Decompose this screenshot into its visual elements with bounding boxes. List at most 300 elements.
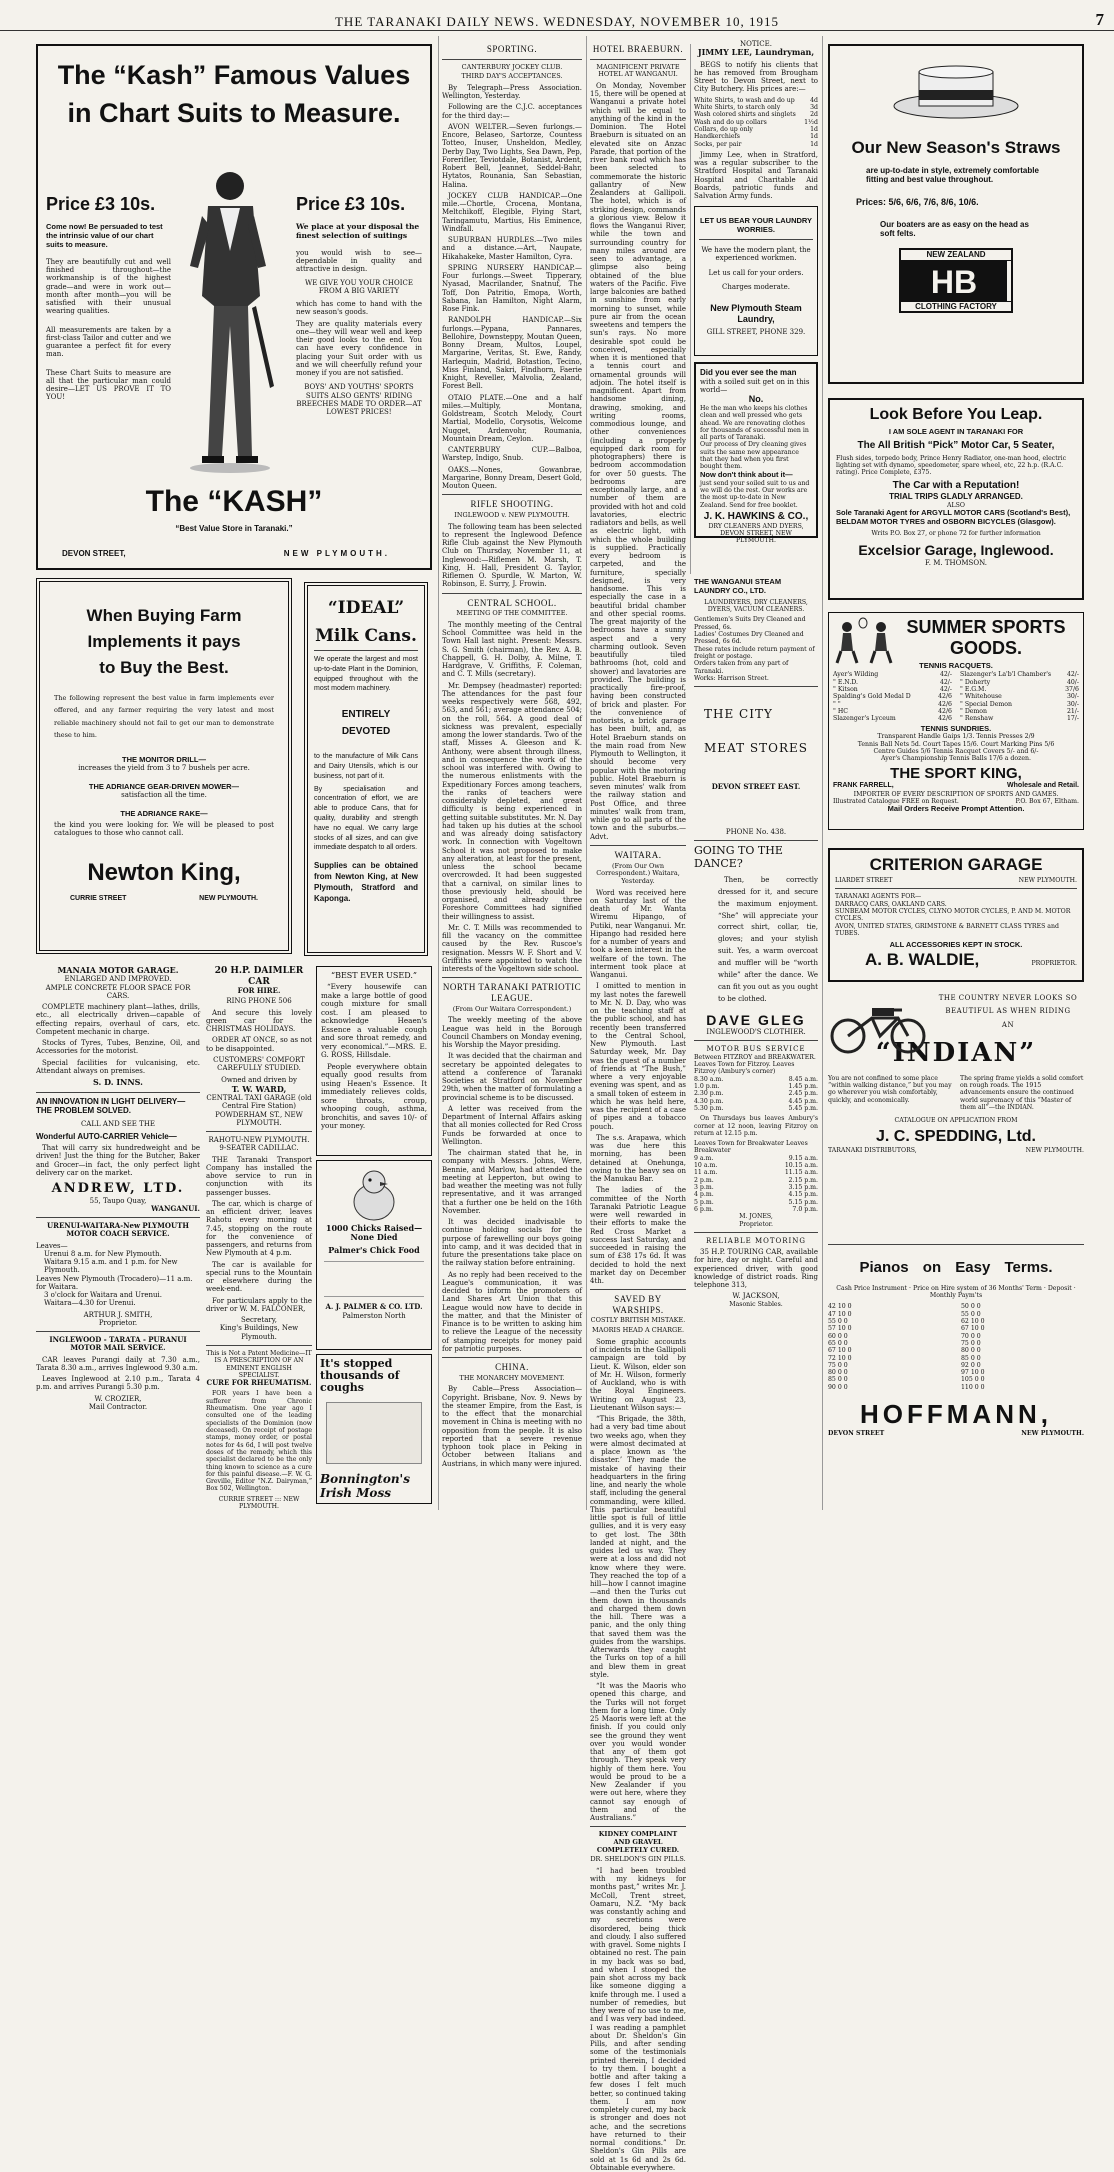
kash-left-p2: All measurements are taken by a first-class Tailor and cutter and we guarantee a perfect fit for every man. (46, 325, 171, 359)
racquet-row (960, 671, 1079, 678)
palmer-h1: 1000 Chicks Raised—None Died (325, 1223, 423, 1243)
sporting-column (442, 40, 582, 1510)
urenui-h1: URENUI-WAITARA-New PLYMOUTH MOTOR COACH SERVICE. (47, 1221, 189, 1239)
palmer-name: A. J. PALMER & CO. LTD. (325, 1302, 423, 1312)
newton-intro: The following represent the best value in farm implements ever offered, and any farmer requiring the very latest and most reliable machinery should not fail to get our man to demonstrate these to him. (54, 694, 274, 740)
motor-bus-h1: MOTOR BUS SERVICE (706, 1045, 806, 1054)
kash-headline: The “Kash” Famous Values (57, 60, 411, 90)
sporting-sub: CANTERBURY JOCKEY CLUB. (461, 62, 563, 71)
hawkins-sub: DRY CLEANERS AND DYERS, DEVON STREET, NEW PLYMOUTH. (708, 522, 804, 545)
bus-time-row-label: 5.30 p.m. (694, 1104, 724, 1112)
racquet-row-label: Spalding's Gold Medal D (833, 693, 911, 701)
kash-right-p4: They are quality materials every one—they will wear well and keep their good looks to the end. You can have every confidence in placing your Suit order with us and we will cheerfully refund your money if you are not satisfied. (296, 319, 422, 378)
criterion-a3: AVON, UNITED STATES, GRIMSTONE & BARNETT CLASS TYRES and TUBES. (835, 922, 1059, 937)
city-meat-h2: MEAT STORES (704, 741, 808, 756)
heans-h1: “BEST EVER USED.” (330, 971, 417, 980)
bus-time-row (694, 1206, 818, 1213)
newton-head-2: Implements it pays (87, 632, 241, 652)
laundry-price-row-label: Wash and do up collars (694, 118, 767, 126)
heans-p1: “Every housewife can make a large bottle of good cough mixture for small cost. I am pleased to acknowledge Heaen's Essence a valuable cough and sore throat remedy, and very economical.”—MRS. E. G. ROSS, Hillsdale. (321, 982, 427, 1060)
waitara-sub: (From Our Own Correspondent.) Waitara, Yesterday. (596, 861, 680, 885)
bus-time-row (694, 1076, 818, 1083)
glegg-name: DAVE GLEG (706, 1011, 806, 1028)
reliable-h1: RELIABLE MOTORING (705, 1236, 807, 1245)
daimler-p1: And secure this lovely green car for the CHRISTMAS HOLIDAYS. (206, 1008, 312, 1034)
daimler-name: T. W. WARD, (231, 1083, 287, 1094)
rheum-h1: This is Not a Patent Medicine—IT IS A PRESCRIPTION OF AN EMINENT ENGLISH SPECIALIST. (206, 1349, 312, 1379)
laundry-price-row (694, 133, 818, 140)
piano-price-row: 67 10 0 (961, 1325, 985, 1333)
sport-king-h4: TENNIS SUNDRIES. (920, 723, 992, 733)
laundry-price-row-value: 3d (810, 104, 818, 111)
newton-item-2: THE ADRIANCE GEAR-DRIVEN MOWER— (88, 781, 240, 791)
bus-time-row-value: 5.45 p.m. (788, 1104, 818, 1112)
palmer-ad (316, 1160, 432, 1350)
criterion-a2: SUNBEAM MOTOR CYCLES, CLYNO MOTOR CYCLES, P. AND M. MOTOR CYCLES. (835, 907, 1071, 923)
glegg-sub: INGLEWOOD'S CLOTHIER. (706, 1028, 806, 1037)
daimler-p4: Owned and driven by (221, 1076, 297, 1085)
notice-column (694, 40, 818, 575)
newton-item-1-desc: increases the yield from 3 to 7 bushels per acre. (78, 764, 250, 773)
bus-time-row (694, 1177, 818, 1184)
piano-price-row: 67 10 0 (828, 1347, 852, 1355)
piano-price-row: 42 10 0 (828, 1303, 852, 1311)
laundry-price-row-value: 4d (810, 96, 818, 104)
ntpl-p4: The chairman stated that he, in company with Messrs. Johns, Were, Bennie, and Marlow, had attended the meeting at Lepperton, but owing to bad weather the meeting was not fully representative, and it was arranged that a further one be held on the 16th November. (442, 1149, 582, 1215)
laundry-price-row-value: 1d (810, 140, 818, 148)
urenui-l5: Waitara—4.30 for Urenui. (44, 1299, 136, 1308)
hawkins-p2: Our process of Dry cleaning gives suits the same new appearance that they had when you first bought them. (700, 441, 807, 471)
inglewood-sig: W. CROZIER, (94, 1394, 142, 1403)
school-p1: The monthly meeting of the Central School Committee was held in the Town Hall last night. Present: Messrs. S. G. Smith (chairman), the Rev. A. B. Chappell, G. H. Dolby, A. Milne, T. Hardgrave, V. Griffiths, F. Coleman, and C. T. Mills (secretary). (442, 620, 582, 679)
racquet-list-left (833, 671, 952, 722)
sporting-p7: OTAIO PLATE.—One and a half miles.—Multiply, Montana, Goldstream, Scotch Melody, Court Martial, Modello, Corysotis, Welcome Nugget, Ardenvohr, Roumania, Mountain Dream, Ceylon. (442, 393, 582, 443)
racquet-row-value: 40/- (1066, 678, 1079, 686)
straws-prices: Prices: 5/6, 6/6, 7/6, 8/6, 10/6. (856, 196, 979, 207)
kash-left-p3: These Chart Suits to measure are all that the particular man could desire—LET US PROVE IT TO YOU! (46, 368, 171, 402)
indian-name: “INDIAN” (875, 1037, 1037, 1068)
bus-time-row (694, 1162, 818, 1169)
racquet-row-label: Slazenger's Lyceum (833, 715, 896, 723)
racquet-row-value: 42/6 (938, 715, 952, 723)
china-head: CHINA. (495, 1362, 529, 1373)
kidney-head: KIDNEY COMPLAINT AND GRAVEL COMPLETELY CURED. (596, 1830, 680, 1854)
racquet-row (833, 686, 952, 693)
ideal-p2: ENTIRELY DEVOTED (341, 709, 391, 738)
bus-time-row-value: 2.45 p.m. (788, 1090, 818, 1098)
wanganui-p2: Ladies' Costumes Dry Cleaned and Pressed, 6s 6d. (694, 630, 804, 646)
reliable-sig: W. JACKSON, (732, 1292, 780, 1301)
kash-tagline: “Best Value Store in Taranaki.” (175, 524, 293, 533)
rahotu-p6: King's Buildings, New Plymouth. (219, 1324, 299, 1341)
kash-town: NEW PLYMOUTH. (283, 549, 390, 558)
manaia-h1: MANAIA MOTOR GARAGE. (57, 965, 179, 975)
racquet-row-value: 42/- (939, 685, 952, 693)
motor-bus-p1: On Thursdays bus leaves Ambury's corner at 12 noon, leaving Fitzroy on return at 12.15 p.m. (694, 1115, 818, 1137)
kash-man-illustration (178, 156, 293, 486)
rahotu-h1: RAHOTU-NEW PLYMOUTH. (208, 1136, 310, 1145)
racquet-row-label: Slazenger's La'b'l Chamber's (960, 671, 1052, 679)
motor-bus-h3: Leaves Town for Breakwater Leaves Breakwater (694, 1140, 808, 1155)
sporting-p6: RANDOLPH HANDICAP.—Six furlongs.—Pypana, Pannares, Bellohire, Downsteppy, Moutan Queen, Bonny Dream, Multos, Loupel, Margarine, Veritas, St. Ewe, Randy, Harlequin, Madrid, Botastion, Tecino, Miss Finland, Sakri, Findhorn, Faerie Knight, Reveller, Malvolia, Zealand, Forest Bell. (442, 316, 582, 391)
criterion-a1: DARRACQ CARS, OAKLAND CARS. (835, 900, 947, 908)
hb-brand-logo (899, 248, 1013, 313)
ntpl-sub: (From Our Waitara Correspondent.) (452, 1004, 572, 1013)
kidney-p: “I had been troubled with my kidneys for months past,” writes Mr. J. McColl, Trent street, Oamaru, N.Z. “My back was constantly aching and my secretions were disordered, being thick and cloudy. I also suffered with gravel. Some nights I obtained no rest. The pain in my back was so bad, and when I stooped the pain shot across my back like someone digging a knife through me. I used a number of remedies, but they were of no use to me, and I was very bad indeed. I was reading a pamphlet about Dr. Sheldon's Gin Pills, and after sending some of the testimonials printed therein, I decided to try them. I bought a bottle and after taking a few doses I felt much better, so continued taking them. I am now completely cured, my back is stronger and does not ache, and the secretions have returned to their normal conditions.” Dr. Sheldon's Gin Pills are sold at 1s 6d and 2s 6d. Obtainable everywhere. (590, 1866, 686, 2172)
tennis-players-illustration (833, 617, 899, 665)
racquet-row (833, 679, 952, 686)
racquet-row-label: " HC (833, 707, 848, 715)
newton-king-ad (36, 578, 292, 954)
school-p2: Mr. Dempsey (headmaster) reported: The attendances for the past four weeks respectively were 568, 492, 563, and 561; average attendance 504; on the roll, 564. A good deal of sickness was prevalent, especially among the lower standards. Two of the staff, Misses A. Gleeson and K. Anthony, were absent through illness, and in consequence the work of the school was interfered with. Owing to the numerous enlistments with the Expeditionary Forces among teachers, the ranks of teachers were considerably depleted, and great difficulty is being experienced in getting suitable substitutes. Mr. N. Day had taken up his duties at the school and was already doing satisfactory work. In connection with Vogeltown School it was not proposed to make any alteration, at least for the present, unless the school became overcrowded. It had been suggested that a carnival, on similar lines to those previously held, should be organised, and already three Foreshore Committees had signified their willingness to assist. (442, 681, 582, 921)
hotel-p1: On Monday, November 15, there will be opened at Wanganui a private hotel which will be equal to anything of the kind in the Dominion. The Hotel Braeburn is situated on an elevated site on Anzac Parade, that portion of the river bank road which has been selected to commemorate the historic gallantry of New Zealanders at Gallipoli. The hotel, which is of striking design, commands a glorious view. Below it flows the Wanganui River, while the town and surrounding country for many miles around are seen to advantage, a glimpse also being obtained of the blue waters of the Pacific. Five large balconies are bathed in sunshine from early morning to sunset, while pure air from the ocean sweetens and tempers the sun's rays. No more desirable spot could be conceived, especially when it is mentioned that a tennis court and ornamental grounds will adjoin. The hotel itself is magnificent. Apart from handsome dining, drawing, smoking, and writing rooms, commodious lounge, and other conveniences (including a properly equipped dark room for photographers) there is bedroom accommodation for over 50 guests. The bedrooms are exceptionally large, and a number of them are provided with hot and cold lavatories, electric radiators and bells, as well as electric light, with which the whole building is supplied. Practically every bedroom is carpeted, and the furniture, specially designed, is very handsome. This is especially the case in a beautiful bridal chamber and other special rooms. The great majority of the bedrooms have a sunny aspect and a very charming outlook. Seven beautifully tiled bathrooms (hot, cold and shower) and lavatories are provided. The building is practically fire-proof, having been constructed of brick and plaster. For the convenience of motorists, a brick garage has been built, and, as Hotel Braeburn stands on the main road from New Plymouth to Wellington, it should become very popular with the motoring public. Hotel Braeburn is seven minutes' walk from the railway station and Post Office, and three minutes' walk from tram, while go to all parts of the town and the suburbs.—Advt. (590, 81, 686, 841)
straws-p2: Our boaters are as easy on the head as soft felts. (880, 219, 1029, 238)
bonnington-brand: Bonnington's Irish Moss (320, 1472, 410, 1501)
hb-brand-top: NEW ZEALAND (901, 250, 1011, 260)
rahotu-p5: Secretary, (241, 1316, 277, 1325)
bus-time-row-value: 2.15 p.m. (788, 1176, 818, 1184)
sport-king-cat: Illustrated Catalogue FREE on Request. (833, 797, 959, 805)
racquet-row-value: 42/- (939, 671, 952, 679)
daimler-addr: CENTRAL TAXI GARAGE (old Central Fire Station) POWDERHAM ST., NEW PLYMOUTH. (206, 1094, 312, 1127)
racquet-row-value: 17/- (1066, 715, 1079, 723)
hawkins-h2: with a soiled suit get on in this world— (700, 377, 810, 395)
header-rule (0, 30, 1114, 31)
racquet-row-label: " Renshaw (960, 715, 994, 723)
piano-price-row: 65 0 0 (828, 1339, 848, 1347)
piano-price-row: 85 0 0 (961, 1354, 981, 1362)
bus-time-row-label: 8.30 a.m. (694, 1075, 724, 1083)
newton-street: CURRIE STREET (70, 895, 127, 903)
racquet-row-label: " Whitehouse (960, 693, 1002, 701)
manaia-sig: S. D. INNS. (93, 1077, 143, 1088)
manaia-h3: AMPLE CONCRETE FLOOR SPACE FOR CARS. (45, 983, 191, 1000)
andrew-h2: CALL AND SEE THE (80, 1119, 156, 1128)
urenui-sig2: Proprietor. (98, 1318, 138, 1327)
wanganui-column (694, 578, 818, 1510)
ideal-head-1: “IDEAL” (327, 598, 405, 618)
sporting-p2: AVON WELTER.—Seven furlongs.—Encore, Belaseo, Sartorze, Countess Totteo, Inuser, Unsheldon, Medley, Derby Day, Two Lights, Sea Dawn, Pep, Forerifler, Teviotdale, Botanist, Ardent, Robert Bell, Jeannet, Seddel-Bahr, Hytatos, Rounania, San Sebastian, Halina. (442, 122, 582, 189)
ntpl-p3: A letter was received from the Department of Internal Affairs asking that all monies collected for Red Cross Funds be forwarded at once to Wellington. (442, 1104, 582, 1146)
svg-text:HB: HB (930, 263, 978, 300)
sporting-p9: OAKS.—Nones, Gowanbrae, Margarine, Bonny Dream, Desert Gold, Mouton Queen. (442, 465, 582, 491)
saved-head: SAVED BY WARSHIPS. (612, 1294, 664, 1315)
racquet-row-label: " Doherty (960, 678, 991, 686)
racquet-row-value: 42/- (1066, 671, 1079, 679)
inglewood-p2: Leaves Inglewood at 2.10 p.m., Tarata 4 p.m. and arrives Purangi 5.30 p.m. (36, 1375, 200, 1392)
sport-king-imp: IMPORTER OF EVERY DESCRIPTION OF SPORTS AND GAMES. (853, 790, 1059, 798)
bus-time-row-label: 4.30 p.m. (694, 1097, 724, 1105)
piano-price-row: 60 0 0 (828, 1332, 848, 1340)
bus-time-row-value: 9.15 a.m. (788, 1154, 818, 1162)
sporting-p3: JOCKEY CLUB HANDICAP.—One mile.—Chortle, Crocena, Montana, Meltchikoff, Elegible, Flying Start, Taringamutu, Martius, His Eminence, Windfall. (442, 191, 582, 233)
bus-time-row (694, 1090, 818, 1097)
bus-time-row-label: 11 a.m. (694, 1169, 718, 1177)
criterion-name: A. B. WALDIE, (865, 950, 980, 970)
steam-name: New Plymouth Steam Laundry, (710, 303, 802, 324)
city-meat-addr: DEVON STREET EAST. (711, 782, 801, 792)
lower-left-column (36, 966, 200, 1510)
laundry-price-list (694, 97, 818, 148)
piano-price-row: 70 0 0 (961, 1332, 981, 1340)
wanganui-p1: Gentlemen's Suits Dry Cleaned and Pressed, 6s. (694, 616, 806, 631)
indian-ad (828, 992, 1084, 1232)
hotel-sub: MAGNIFICENT PRIVATE HOTEL AT WANGANUI. (596, 62, 680, 79)
city-meat-h1: THE CITY (704, 707, 773, 722)
rahotu-p3: The car is available for special runs to the Mountain or elsewhere during the week-end. (206, 1260, 312, 1294)
rheum-p1: FOR years I have been a sufferer from Chronic Rheumatism. One year ago I consulted one of the leading specialists of the Dominion (now deceased). On receipt of postage stamps, money order, or postal notes for 4s 6d, I will post twelve doses of the remedy, which this specialist declared to be the only thing known to science as a cure for this painful disease.—F. W. G. Greville, Editor “N.Z. Dairyman,” Box 502, Wellington. (206, 1390, 312, 1493)
piano-price-row: 90 0 0 (828, 1383, 848, 1391)
racquet-row-label: " E.N.D. (833, 678, 858, 686)
laundry-price-row (694, 119, 818, 126)
heans-column (316, 966, 432, 1510)
steam-addr: GILL STREET, PHONE 329. (706, 328, 806, 337)
piano-price-row: 80 0 0 (961, 1347, 981, 1355)
motor-bus-timetable (694, 1076, 818, 1113)
glegg-p1: Then, be correctly dressed for it, and secure the maximum enjoyment. “She” will appreciate your correct shirt, collar, tie, gloves; and your stylish suit. Yes, a warm overcoat and muffler will be “worth while” after the dance. We can fit you out as you ought to be clothed. (718, 875, 818, 1003)
bus-time-row-value: 1.45 p.m. (788, 1082, 818, 1090)
indian-left: You are not confined to some place “within walking distance,” but you may go wherever you wish comfortably, quickly, and economically. (828, 1074, 952, 1104)
manaia-p3: Special facilities for vulcanising, etc. Attendant always on premises. (36, 1058, 200, 1075)
andrew-h1: AN INNOVATION IN LIGHT DELIVERY—THE PROBLEM SOLVED. (36, 1096, 186, 1116)
pianos-ad (828, 1244, 1084, 1511)
piano-price-row: 50 0 0 (961, 1303, 981, 1311)
racquet-row (833, 708, 952, 715)
excelsior-p3: Writs P.O. Box 27, or phone 72 for further information (871, 529, 1041, 537)
sporting-p4: SUBURBAN HURDLES.—Two miles and a distance.—Art, Naupate, Hikahakeke, Master Hamilton, Cyra. (442, 236, 582, 261)
rahotu-p4: For particulars apply to the driver or W. M. FALCONER, (206, 1296, 312, 1313)
saved-sub2: MAORIS HEAD A CHARGE. (591, 1326, 685, 1335)
bus-time-row-label: 1.0 p.m. (694, 1082, 720, 1090)
indian-h1: THE COUNTRY NEVER LOOKS SO BEAUTIFUL AS WHEN RIDING AN (938, 994, 1078, 1029)
school-sub: MEETING OF THE COMMITTEE. (456, 609, 568, 618)
piano-price-row: 75 0 0 (961, 1339, 981, 1347)
sport-king-box: P.O. Box 67, Eltham. (1015, 797, 1079, 805)
manaia-p1: COMPLETE machinery plant—lathes, drills, etc., all electrically driven—capable of effecting repairs, overhaul of cars, etc. Competent mechanic in charge. (36, 1003, 200, 1036)
laundry-price-row (694, 97, 818, 104)
bus-time-row-label: 6 p.m. (694, 1205, 714, 1213)
wanganui-h2: LAUNDRYERS, DRY CLEANERS, DYERS, VACUUM CLEANERS. (704, 598, 808, 613)
hawkins-p3: just send your soiled suit to us and we will do the rest. Our works are the most up-to-date in New Zealand. Send for free booklet. (700, 479, 810, 509)
ntpl-p2: It was decided that the chairman and secretary be appointed delegates to attend a conference of Taranaki Societies at Stratford on November 29th, when the matter of formulating a provincial scheme is to be discussed. (442, 1052, 582, 1102)
pianos-h1: Pianos on Easy Terms. (859, 1259, 1053, 1276)
china-p: By Cable—Press Association—Copyright. Brisbane, Nov. 9. News by the steamer Empire, from the East, is to the effect that the monarchial movement in China is meeting with no opposition from the people. It is also reported that a severe revenue typhoon took place in Peking in October between Italians and Austrians, in which many were injured. (442, 1385, 582, 1468)
motor-bus-h2: Between FITZROY and BREAKWATER. Leaves Town for Fitzroy. Leaves Fitzroy (Ambury's corner) (694, 1053, 816, 1076)
indian-right: The spring frame yields a solid comfort on rough roads. The 1915 advancements ensure the continued world supremacy of this “Master of them all”—the INDIAN. (960, 1074, 1084, 1111)
chick-illustration (344, 1164, 404, 1224)
laundry-price-row-label: White Shirts, to starch only (694, 104, 781, 111)
steam-p2: Let us call for your orders. (708, 268, 804, 277)
racquet-row-value: 42/6 (938, 693, 952, 701)
racquet-row (960, 715, 1079, 722)
daimler-p2: ORDER AT ONCE, so as not to be disappointed. (206, 1036, 312, 1053)
laundry-price-row-label: Wash colored shirts and singlets (694, 111, 796, 119)
sport-king-s2: Tennis Ball Nets 5d. Court Tapes 15/6. Court Marking Pins 5/6 (857, 740, 1055, 748)
andrew-addr: 55, Taupo Quay, (89, 1196, 147, 1205)
sporting-p8: CANTERBURY CUP.—Balboa, Warstep, Indigo, Snub. (442, 446, 582, 463)
rheum-foot: CURRIE STREET ::: NEW PLYMOUTH. (218, 1495, 300, 1511)
saved-p1: Some graphic accounts of incidents in the Gallipoli campaign are told by Lieut. K. Wilson, elder son of Mr. H. Wilson, formerly of Auckland, who is with the Royal Engineers. Writing on August 23, Lieutenant Wilson says:— (590, 1337, 687, 1412)
racquet-row-value: 42/6 (938, 707, 952, 715)
hawkins-ad (694, 362, 818, 545)
saved-p2: “This Brigade, the 38th, had a very bad time about two weeks ago, when they were almost decimated at a place known as ‘the disaster.’ They made the mistake of having their headquarters in the firing line, and nearly the whole staff, including the general commanding, were killed. This particular beautiful little spot is full of little gullies, and it is very easy to get lost. The 38th landed at night, and the guides led us way. They were at a loss and did not know where they were. They reached the top of a hill—how I cannot imagine—and then the Turks cut them down in thousands and charged them down the hill. There was a panic, and the only thing that saved them was the guides from the warships. Afterwards they caught the Turks on top of a hill and blew them in great style. (590, 1415, 686, 1679)
ntpl-head: NORTH TARANAKI PATRIOTIC LEAGUE. (442, 982, 582, 1004)
hawkins-name: J. K. HAWKINS & CO., (703, 510, 809, 522)
racquet-row-value: 30/- (1066, 693, 1079, 701)
laundry-price-row-label: Collars, do up only (694, 125, 753, 133)
racquet-row-label: Ayer's Wilding (833, 671, 879, 679)
bus-time-row-value: 4.15 p.m. (788, 1191, 818, 1199)
waitara-p4: The ladies of the committee of the North Taranaki Patriotic League were well rewarded in their efforts to make the Red Cross Market a success last Saturday, and succeeded in raising the sum of £38 17s 6d. It was decided to hold the next market day on December 4th. (590, 1186, 686, 1285)
piano-price-list-right (961, 1303, 1084, 1391)
sport-king-name: THE SPORT KING, (890, 764, 1022, 782)
piano-price-row: 110 0 0 (961, 1383, 985, 1391)
laundry-price-row-value: 1d (810, 125, 818, 133)
andrew-p1: That will carry six hundredweight and be driven! Just the thing for the Butcher, Baker and Grocer—in fact, the only perfect light delivery car on the market. (36, 1144, 200, 1177)
racquet-row-value: 21/- (1066, 707, 1079, 715)
racquet-row (833, 693, 952, 700)
motorcycle-illustration (828, 992, 928, 1054)
saved-p3: “It was the Maoris who opened this charge, and the Turks will not forget them for a long time. Only 25 Maoris were left at the finish. If you could only see the ground they went over you would wonder that any of them got through. They speak very highly of them here. You would be proud to be a New Zealander if you were out here, where they cannot say enough of them and of the Australians.” (590, 1682, 686, 1823)
andrew-name: ANDREW, LTD. (51, 1181, 185, 1197)
racquet-list-right (960, 671, 1079, 722)
piano-price-row: 80 0 0 (828, 1369, 848, 1377)
city-meat-phone: PHONE No. 438. (725, 827, 787, 836)
wanganui-h1: THE WANGANUI STEAM LAUNDRY CO., LTD. (694, 577, 782, 595)
newton-item-2-desc: satisfaction all the time. (121, 791, 207, 800)
hawkins-p1: He the man who keeps his clothes clean and well pressed who gets ahead. We are renovating clothes for thousands of successful men in all parts of Taranaki. (700, 404, 809, 442)
daimler-column (206, 966, 312, 1510)
sporting-head: SPORTING. (486, 44, 538, 54)
laundry-notice-p1: BEGS to notify his clients that he has removed from Brougham Street to Devon Street, next to City Butchery. His prices are:— (694, 60, 818, 94)
steam-h1: LET US BEAR YOUR LAUNDRY WORRIES. (699, 216, 813, 235)
laundry-price-row-value: 1d (810, 133, 818, 141)
racquet-row-label: " E.G.M. (960, 685, 987, 693)
racquet-row-value: 37/6 (1065, 685, 1079, 693)
laundry-notice-p2: Jimmy Lee, when in Stratford, was a regular subscriber to the Stratford Hospital and Taranaki Hospital and Charitable Aid Boards, patriotic funds and Salvation Army funds. (694, 150, 818, 201)
racquet-row (960, 708, 1079, 715)
piano-price-row: 75 0 0 (828, 1361, 848, 1369)
bus-time-row-label: 10 a.m. (694, 1162, 718, 1170)
racquet-row-label: " Special Demon (960, 700, 1012, 708)
steam-p1: We have the modern plant, the experienced workmen. (701, 246, 811, 263)
ntpl-p6: As no reply had been received to the League's communication, it was decided to inform the promoters of Land Shares Art Union that this League would now have to decide in the matter, and that the Minister of Finance is to be written to asking him to relieve the League of the necessity of stamping receipts for money paid for patriotic purposes. (442, 1270, 582, 1353)
china-sub: THE MONARCHY MOVEMENT. (459, 1373, 565, 1382)
daimler-p3: CUSTOMERS' COMFORT CAREFULLY STUDIED. (213, 1055, 305, 1073)
pianos-street: DEVON STREET (828, 1429, 885, 1437)
bus-time-row (694, 1098, 818, 1105)
racquet-row-value: 30/- (1066, 700, 1079, 708)
heans-ad (316, 966, 432, 1156)
excelsior-also: ALSO (947, 501, 965, 509)
bus-time-row (694, 1191, 818, 1198)
bus-time-row (694, 1169, 818, 1176)
pianos-cols: Cash Price Instrument · Price on Hire system of 36 Months' Term · Deposit · Monthly Paym'ts (836, 1284, 1076, 1299)
sport-king-h2: GOODS. (949, 638, 1022, 659)
manaia-h2: ENLARGED AND IMPROVED. (64, 975, 172, 984)
page-header-title: THE TARANAKI DAILY NEWS. WEDNESDAY, NOVEMBER 10, 1915 (334, 14, 780, 29)
sporting-sub2: THIRD DAY'S ACCEPTANCES. (461, 72, 563, 81)
urenui-sig: ARTHUR J. SMITH, (83, 1310, 153, 1319)
criterion-agents: TARANAKI AGENTS FOR— (835, 893, 922, 901)
racquet-row (960, 693, 1079, 700)
laundry-price-row-label: Handkerchiefs (694, 133, 740, 141)
laundry-price-row-value: 2d (810, 111, 818, 119)
steam-laundry-ad (694, 206, 818, 356)
bonnington-h1: It's stopped thousands of coughs (320, 1357, 400, 1395)
laundry-notice-head: NOTICE. (740, 40, 772, 48)
bus-time-row-value: 7.0 p.m. (792, 1205, 818, 1213)
racquet-row (960, 679, 1079, 686)
bus-time-row-label: 2 p.m. (694, 1176, 714, 1184)
racquet-row (960, 701, 1079, 708)
straw-hat-illustration (891, 58, 1021, 122)
bus-time-row-label: 4 p.m. (694, 1191, 714, 1199)
piano-price-list-left (828, 1303, 951, 1391)
ntpl-p5: It was decided inadvisable to continue holding socials for the purpose of farewelling our boys going into camp, and it was decided that in future the presentations take place on the railway station before entraining. (442, 1218, 582, 1268)
daimler-h2: FOR HIRE. (237, 986, 281, 996)
sport-king-who: FRANK FARRELL, (833, 782, 894, 790)
excelsior-h1: Look Before You Leap. (869, 406, 1043, 423)
wanganui-p3: These rates include return payment of freight or postage. (694, 645, 815, 660)
racquet-row (833, 671, 952, 678)
motor-bus-timetable-2 (694, 1155, 818, 1214)
pianos-name: HOFFMANN, (860, 1399, 1052, 1430)
laundry-price-row-label: White Shirts, to wash and do up (694, 96, 795, 104)
indian-firm: J. C. SPEDDING, Ltd. (875, 1128, 1036, 1146)
bus-time-row-label: 9 a.m. (694, 1154, 714, 1162)
urenui-l2: Waitara 9.15 a.m. and 1 p.m. for New Plymouth. (44, 1258, 178, 1275)
inglewood-sig2: Mail Contractor. (88, 1402, 148, 1411)
ideal-head-2: Milk Cans. (315, 626, 417, 647)
kash-right-p2: WE GIVE YOU YOUR CHOICE FROM A BIG VARIETY (305, 278, 413, 295)
piano-price-row: 92 0 0 (961, 1361, 981, 1369)
bus-time-row (694, 1083, 818, 1090)
criterion-garage-ad (828, 848, 1084, 982)
ideal-p3: to the manufacture of Milk Cans and Dairy Utensils, which is our business, not part of it. (314, 753, 418, 780)
waitara-p2: I omitted to mention in my last notes the farewell to Mr. N. D. Day, who was on the teaching staff at the public school, and has recently been transferred to the Central School, New Plymouth. Last Saturday week, Mr. Day was the guest of a number of friends at “The Bush,” where a very enjoyable evening was spent, and as a small token of esteem in which he was held here, was the recipient of a case of pipes and a tobacco pouch. (590, 982, 686, 1131)
rahotu-p1: THE Taranaki Transport Company has installed the above service to run in conjunction with its passenger busses. (206, 1155, 312, 1197)
motor-bus-sig2: Proprietor. (739, 1220, 773, 1228)
school-p3: Mr. C. T. Mills was recommended to fill the vacancy on the committee caused by the Rev. Ruscoe's resignation. Messrs W. F. Short and V. Griffiths were appointed to watch the interests of the Vogeltown side school. (442, 923, 582, 974)
wanganui-p5: Works: Harrison Street. (694, 674, 769, 682)
inglewood-h1: INGLEWOOD - TARATA - PURANUI MOTOR MAIL SERVICE. (49, 1335, 187, 1353)
bus-time-row-label: 3 p.m. (694, 1184, 714, 1191)
straws-ad (828, 44, 1084, 384)
bus-time-row-value: 8.45 a.m. (788, 1075, 818, 1083)
sport-king-s1: Transparent Handle Gaips 1/3. Tennis Presses 2/9 (877, 733, 1035, 741)
motor-bus-sig: M. JONES, (739, 1213, 773, 1221)
criterion-town: NEW PLYMOUTH. (1018, 877, 1077, 885)
bonnington-ad (316, 1354, 432, 1504)
indian-cat: CATALOGUE ON APPLICATION FROM (894, 1117, 1018, 1125)
urenui-l3: Leaves New Plymouth (Trocadero)—11 a.m. for Waitara. (36, 1274, 193, 1291)
criterion-street: LIARDET STREET (835, 877, 893, 885)
kash-street: DEVON STREET, (62, 549, 126, 558)
kidney-sub: DR. SHELDON'S GIN PILLS. (590, 1855, 686, 1864)
criterion-prop: PROPRIETOR. (1031, 960, 1077, 968)
sporting-p1: Following are the C.J.C. acceptances for the third day:— (442, 103, 582, 120)
piano-price-row: 105 0 0 (961, 1376, 985, 1384)
racquet-row-label: " " (833, 700, 841, 708)
bus-time-row (694, 1105, 818, 1112)
newton-name: Newton King, (87, 859, 241, 887)
page-number: 7 (1095, 10, 1104, 29)
kash-logo: The “KASH” (145, 485, 323, 518)
excelsior-sig: F. M. THOMSON. (925, 558, 987, 567)
newton-item-3: THE ADRIANCE RAKE— (120, 808, 208, 818)
bus-time-row-value: 4.45 p.m. (788, 1097, 818, 1105)
